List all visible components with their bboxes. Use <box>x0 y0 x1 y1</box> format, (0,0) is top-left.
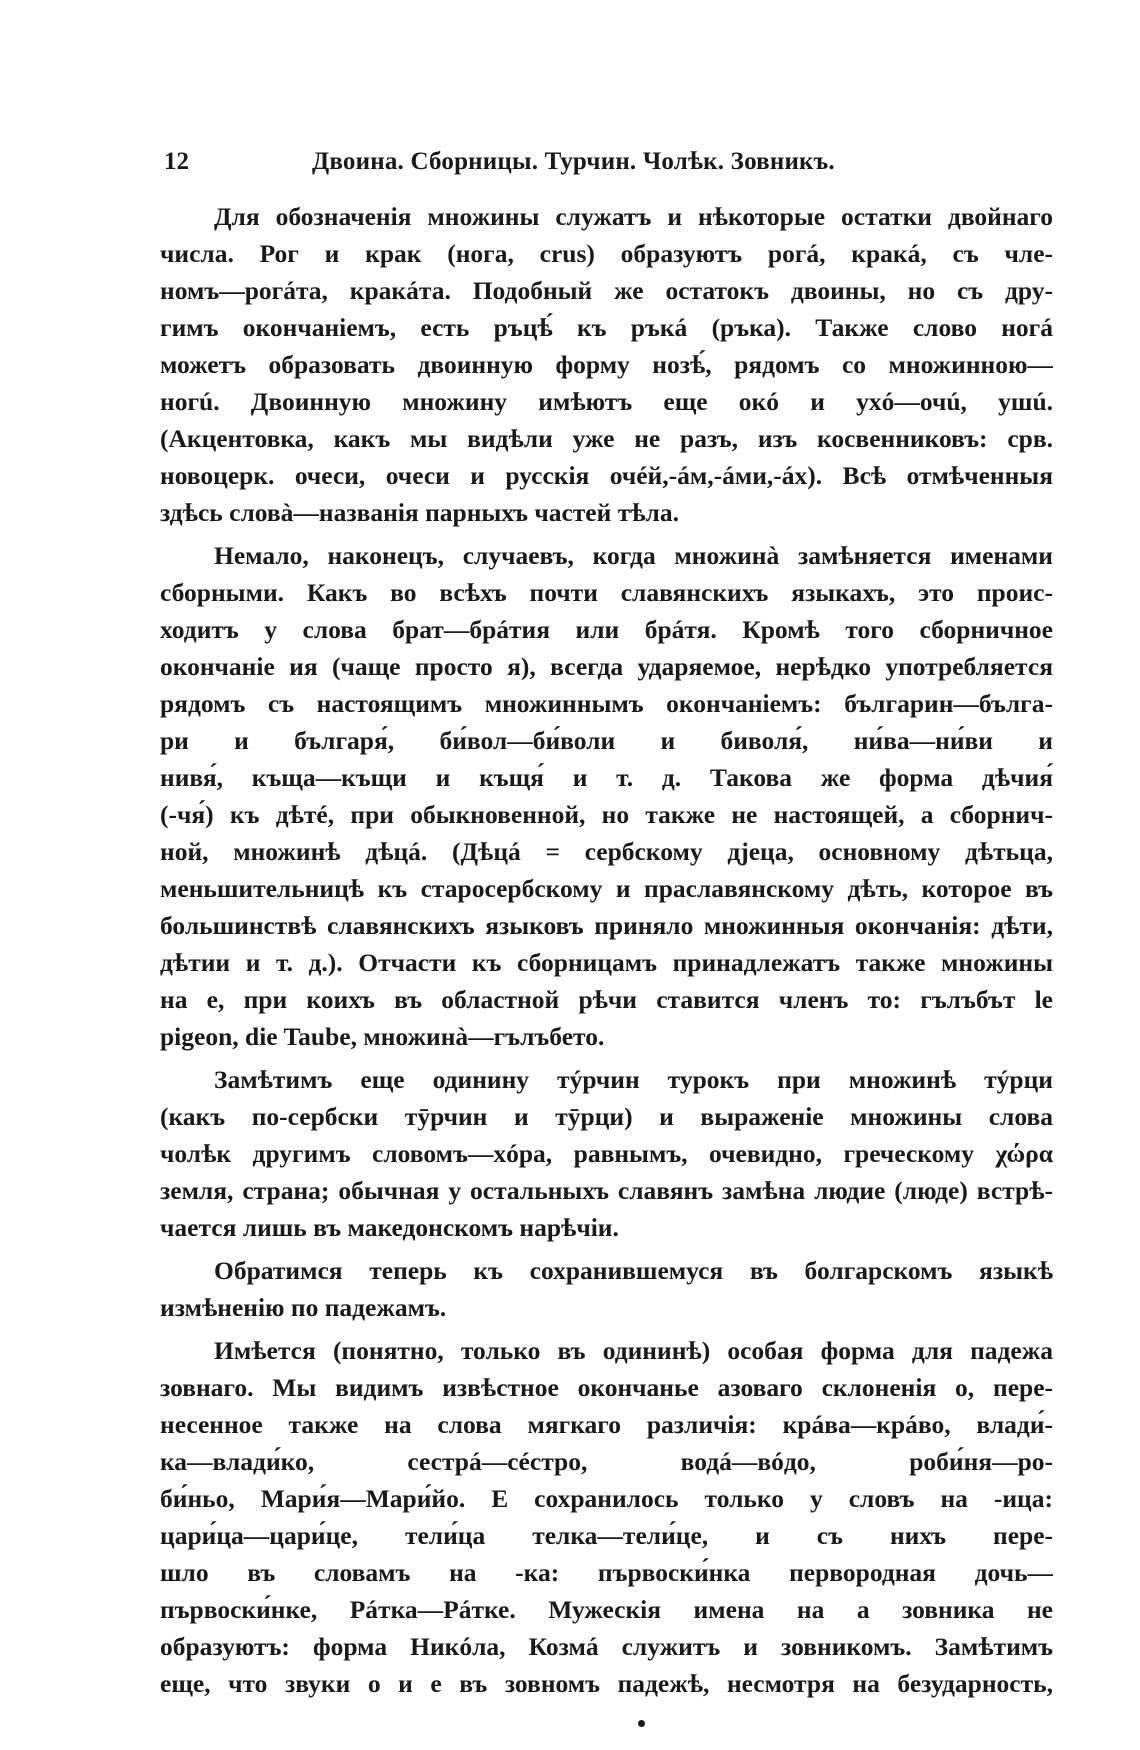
text-line: ногú. Двоинную множину имѣютъ еще окó и ухó—очú, ушú. <box>160 387 1053 416</box>
book-page <box>160 148 1053 1702</box>
text-line: цари́ца—цари́це, тели́ца телка—тели́це, и съ нихъ пере- <box>160 1521 1053 1550</box>
text-line: Немало, наконецъ, случаевъ, когда множинà замѣняется именами <box>214 541 1053 570</box>
text-line: първоски́нке, Рáтка—Рáтке. Мужескія имена на а зовника не <box>160 1595 1053 1624</box>
text-line: шло въ словамъ на -ка: първоски́нка первородная дочь— <box>160 1558 1053 1587</box>
paragraph-collective-nouns <box>160 537 1053 1055</box>
text-line: измѣненію по падежамъ. <box>160 1293 447 1322</box>
text-line: рядомъ съ настоящимъ множиннымъ окончаніемъ: българин—бълга- <box>160 689 1053 718</box>
text-line: ной, множинѣ дѣцá. (Дѣцá = сербскому дјеца, основному дѣтьца, <box>160 837 1053 866</box>
text-line: числа. Рог и крак (нога, crus) образуютъ рогá, кракá, съ чле- <box>160 239 1053 268</box>
text-line: нивя́, къща—къщи и къщя́ и т. д. Такова же форма дѣчия́ <box>160 763 1053 792</box>
text-line: можетъ образовать двоинную форму нозѣ́, рядомъ со множинною— <box>160 350 1053 379</box>
page-number: 12 <box>164 148 189 175</box>
paragraph-dual-number <box>160 198 1053 531</box>
text-line: на е, при коихъ въ областной рѣчи ставится членъ то: гълъбът le <box>160 985 1053 1014</box>
text-line: (Акцентовка, какъ мы видѣли уже не разъ, изъ косвенниковъ: срв. <box>160 424 1053 453</box>
text-line: pigeon, die Taube, множинà—гълъбето. <box>160 1022 605 1051</box>
text-line: новоцерк. очеси, очеси и русскія очéй,-áм,-áми,-áх). Всѣ отмѣченныя <box>160 461 1053 490</box>
text-line: окончаніе ия (чаще просто я), всегда ударяемое, нерѣдко употребляется <box>160 652 1053 681</box>
text-line: Замѣтимъ еще одинину тýрчин турокъ при множинѣ тýрци <box>214 1065 1053 1094</box>
text-line: большинствѣ славянскихъ языковъ приняло множинныя окончанія: дѣти, <box>160 911 1053 940</box>
body-text <box>160 198 1053 1702</box>
text-line: зовнаго. Мы видимъ извѣстное окончанье азоваго склоненія о, пере- <box>160 1373 1053 1402</box>
text-line: Для обозначенія множины служатъ и нѣкоторые остатки двойнаго <box>214 202 1053 231</box>
text-line: (какъ по-сербски тȳрчин и тȳрци) и выраженіе множины слова <box>160 1102 1053 1131</box>
paragraph-vocative <box>160 1332 1053 1702</box>
text-line: дѣтии и т. д.). Отчасти къ сборницамъ принадлежатъ также множины <box>160 948 1053 977</box>
text-line: Обратимся теперь къ сохранившемуся въ болгарскомъ языкѣ <box>214 1256 1053 1285</box>
paragraph-turchin <box>160 1061 1053 1246</box>
text-line: ри и българя́, би́вол—би́воли и биволя́, ни́ва—ни́ви и <box>160 726 1053 755</box>
text-line: би́ньо, Мари́я—Мари́йо. Е сохранилось только у словъ на -ица: <box>160 1484 1053 1513</box>
text-line: Имѣется (понятно, только въ одининѣ) особая форма для падежа <box>214 1336 1053 1365</box>
text-line: сборными. Какъ во всѣхъ почти славянскихъ языкахъ, это проис- <box>160 578 1053 607</box>
text-line: несенное также на слова мягкаго различія: крáва—крáво, влади́- <box>160 1410 1053 1439</box>
running-head <box>160 148 1053 184</box>
text-line: еще, что звуки о и е въ зовномъ падежѣ, несмотря на безударность, <box>160 1669 1053 1698</box>
text-line: (-чя́) къ дѣтé, при обыкновенной, но также не настоящей, а сборнич- <box>160 800 1053 829</box>
ink-speck <box>638 1720 645 1727</box>
text-line: чолѣк другимъ словомъ—хóра, равнымъ, очевидно, греческому χώρα <box>160 1139 1053 1168</box>
text-line: гимъ окончаніемъ, есть ръцѣ́ къ ръкá (ръка). Также слово ногá <box>160 313 1053 342</box>
text-line: чается лишь въ македонскомъ нарѣчіи. <box>160 1213 619 1242</box>
text-line: меньшительницѣ къ старосербскому и праславянскому дѣть, которое въ <box>160 874 1053 903</box>
text-line: земля, страна; обычная у остальныхъ славянъ замѣна людие (люде) встрѣ- <box>160 1176 1053 1205</box>
text-line: номъ—рогáта, кракáта. Подобный же остатокъ двоины, но съ дру- <box>160 276 1053 305</box>
text-line: образуютъ: форма Никóла, Козмá служитъ и зовникомъ. Замѣтимъ <box>160 1632 1053 1661</box>
running-head-title: Двоина. Сборницы. Турчин. Чолѣк. Зовникъ. <box>312 148 835 175</box>
text-line: ка—влади́ко, сестрá—сéстро, водá—вóдо, роби́ня—ро- <box>160 1447 1053 1476</box>
paragraph-case-inflection <box>160 1252 1053 1326</box>
text-line: здѣсь словà—названія парныхъ частей тѣла. <box>160 498 679 527</box>
text-line: ходитъ у слова брат—брáтия или брáтя. Кромѣ того сборничное <box>160 615 1053 644</box>
